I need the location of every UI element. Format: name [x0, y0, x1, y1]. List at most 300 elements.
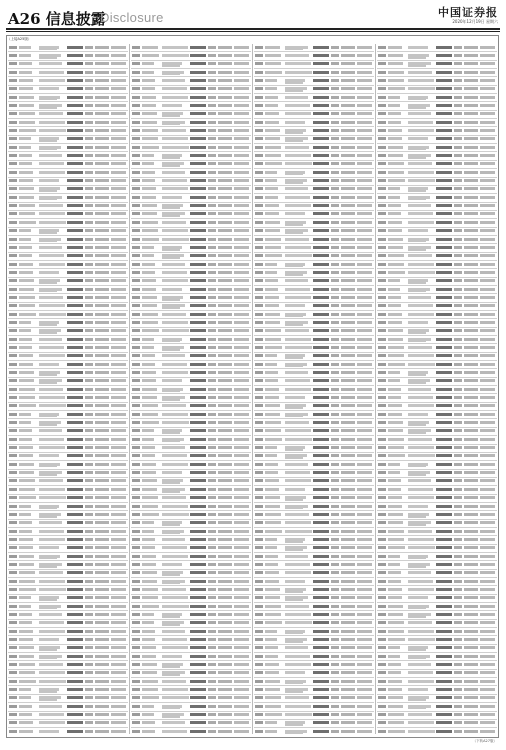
table-cell: [265, 471, 278, 474]
table-cell: [285, 488, 305, 491]
table-row: [8, 127, 128, 135]
table-row: [254, 119, 374, 127]
table-row: [254, 178, 374, 186]
table-cell: [378, 379, 386, 382]
table-cell: [313, 238, 329, 241]
table-cell: [464, 730, 478, 733]
table-cell: [19, 671, 35, 674]
table-cell: [111, 413, 126, 416]
table-cell: [341, 730, 355, 733]
table-cell: [234, 596, 249, 599]
table-cell: [208, 680, 216, 683]
table-row: [131, 478, 251, 486]
table-cell: [39, 324, 57, 326]
table-cell: [132, 137, 140, 140]
table-cell: [19, 513, 31, 516]
table-cell: [464, 363, 478, 366]
table-cell: [313, 563, 329, 566]
table-cell: [234, 313, 249, 316]
table-cell: [454, 505, 462, 508]
table-cell: [388, 646, 400, 649]
table-cell: [234, 496, 249, 499]
table-cell: [408, 488, 433, 491]
table-cell: [388, 705, 403, 708]
table-cell: [208, 663, 216, 666]
table-cell: [357, 396, 372, 399]
table-cell: [378, 313, 386, 316]
table-cell: [408, 107, 426, 109]
table-cell: [208, 238, 216, 241]
table-row: [377, 61, 497, 69]
table-cell: [39, 699, 57, 701]
table-cell: [408, 505, 428, 508]
table-cell: [408, 129, 434, 132]
table-cell: [142, 96, 156, 99]
table-cell: [480, 571, 495, 574]
table-cell: [95, 338, 109, 341]
table-cell: [480, 346, 495, 349]
table-cell: [111, 154, 126, 157]
table-cell: [39, 530, 64, 533]
table-row: [8, 545, 128, 553]
table-cell: [218, 488, 232, 491]
table-cell: [436, 371, 452, 374]
table-row: [254, 445, 374, 453]
table-cell: [39, 332, 57, 334]
table-row: [131, 228, 251, 236]
table-cell: [357, 588, 372, 591]
table-cell: [95, 221, 109, 224]
table-cell: [9, 404, 17, 407]
table-cell: [95, 171, 109, 174]
table-cell: [39, 415, 57, 417]
table-cell: [95, 187, 109, 190]
table-cell: [208, 421, 216, 424]
table-cell: [285, 265, 303, 267]
table-cell: [454, 521, 462, 524]
table-cell: [331, 371, 339, 374]
table-cell: [331, 621, 339, 624]
table-cell: [234, 696, 249, 699]
table-cell: [95, 538, 109, 541]
table-cell: [408, 346, 432, 349]
table-cell: [436, 254, 452, 257]
table-row: [131, 244, 251, 252]
table-cell: [142, 371, 156, 374]
table-row: [254, 411, 374, 419]
table-cell: [19, 546, 33, 549]
table-cell: [265, 563, 278, 566]
table-cell: [255, 313, 263, 316]
table-row: [8, 111, 128, 119]
table-cell: [436, 87, 452, 90]
table-cell: [464, 212, 478, 215]
table-cell: [190, 488, 206, 491]
table-cell: [19, 496, 36, 499]
table-cell: [95, 555, 109, 558]
table-cell: [454, 721, 462, 724]
table-cell: [234, 304, 249, 307]
table-cell: [208, 179, 216, 182]
table-cell: [39, 363, 59, 366]
table-cell: [39, 87, 59, 90]
table-cell: [285, 296, 311, 299]
table-cell: [234, 388, 249, 391]
table-cell: [255, 263, 263, 266]
table-cell: [162, 680, 186, 683]
table-row: [254, 194, 374, 202]
table-cell: [142, 354, 155, 357]
table-cell: [285, 407, 303, 409]
table-cell: [132, 187, 140, 190]
table-cell: [255, 646, 263, 649]
table-cell: [39, 62, 62, 65]
table-cell: [85, 646, 93, 649]
table-cell: [480, 263, 495, 266]
table-cell: [341, 513, 355, 516]
table-cell: [95, 379, 109, 382]
table-cell: [234, 671, 249, 674]
table-cell: [39, 446, 65, 449]
table-cell: [313, 730, 329, 733]
table-cell: [85, 162, 93, 165]
table-cell: [255, 471, 263, 474]
table-cell: [265, 371, 278, 374]
table-cell: [85, 254, 93, 257]
table-cell: [208, 221, 216, 224]
table-cell: [95, 413, 109, 416]
table-cell: [436, 580, 452, 583]
table-row: [254, 278, 374, 286]
table-cell: [142, 129, 158, 132]
table-row: [254, 453, 374, 461]
table-row: [254, 436, 374, 444]
table-cell: [388, 238, 403, 241]
table-cell: [436, 463, 452, 466]
table-cell: [480, 296, 495, 299]
page-title: A26 信息披露: [8, 10, 106, 28]
table-cell: [95, 346, 109, 349]
table-cell: [341, 321, 355, 324]
table-cell: [388, 521, 403, 524]
table-cell: [388, 488, 401, 491]
table-cell: [39, 290, 57, 292]
table-cell: [9, 371, 17, 374]
table-cell: [9, 488, 17, 491]
table-cell: [331, 605, 339, 608]
table-row: [8, 144, 128, 152]
table-cell: [67, 571, 83, 574]
table-cell: [454, 696, 462, 699]
table-cell: [255, 596, 263, 599]
table-cell: [208, 429, 216, 432]
table-cell: [208, 62, 216, 65]
table-cell: [132, 179, 140, 182]
table-row: [377, 253, 497, 261]
table-cell: [341, 421, 355, 424]
table-cell: [67, 379, 83, 382]
table-cell: [162, 207, 180, 209]
table-cell: [408, 404, 434, 407]
table-cell: [218, 238, 232, 241]
table-cell: [436, 363, 452, 366]
table-cell: [39, 71, 64, 74]
table-cell: [234, 713, 249, 716]
table-cell: [436, 705, 452, 708]
table-cell: [454, 179, 462, 182]
table-row: [131, 353, 251, 361]
table-cell: [190, 438, 206, 441]
table-cell: [388, 221, 402, 224]
table-cell: [132, 221, 140, 224]
table-cell: [9, 621, 17, 624]
table-cell: [234, 338, 249, 341]
table-cell: [285, 549, 303, 551]
table-cell: [234, 605, 249, 608]
table-cell: [142, 513, 159, 516]
table-row: [254, 686, 374, 694]
table-cell: [357, 688, 372, 691]
table-cell: [464, 379, 478, 382]
table-cell: [480, 388, 495, 391]
table-cell: [19, 696, 31, 699]
table-row: [8, 86, 128, 94]
header-rule-thin: [6, 31, 500, 32]
table-cell: [255, 538, 263, 541]
table-cell: [95, 388, 109, 391]
table-cell: [234, 571, 249, 574]
table-cell: [388, 663, 401, 666]
table-cell: [454, 580, 462, 583]
table-row: [8, 161, 128, 169]
table-row: [377, 353, 497, 361]
table-cell: [331, 62, 339, 65]
table-row: [254, 311, 374, 319]
table-cell: [142, 563, 156, 566]
table-cell: [255, 421, 263, 424]
table-cell: [464, 479, 478, 482]
table-cell: [357, 388, 372, 391]
table-cell: [67, 429, 83, 432]
table-cell: [378, 646, 386, 649]
table-cell: [357, 363, 372, 366]
table-cell: [265, 338, 281, 341]
table-cell: [67, 730, 83, 733]
table-cell: [255, 605, 263, 608]
table-row: [8, 611, 128, 619]
table-cell: [234, 104, 249, 107]
table-cell: [285, 182, 303, 184]
table-row: [131, 127, 251, 135]
table-cell: [162, 716, 180, 718]
table-cell: [331, 505, 339, 508]
table-row: [131, 511, 251, 519]
table-cell: [480, 187, 495, 190]
table-cell: [208, 454, 216, 457]
table-cell: [142, 404, 158, 407]
table-column: [131, 44, 251, 734]
table-cell: [132, 563, 140, 566]
table-cell: [341, 580, 355, 583]
table-cell: [313, 329, 329, 332]
table-cell: [313, 580, 329, 583]
table-cell: [265, 112, 279, 115]
table-cell: [357, 538, 372, 541]
table-cell: [95, 588, 109, 591]
table-cell: [408, 332, 426, 334]
table-cell: [464, 54, 478, 57]
table-cell: [480, 730, 495, 733]
table-cell: [142, 630, 155, 633]
table-cell: [341, 288, 355, 291]
table-cell: [208, 146, 216, 149]
table-cell: [142, 212, 157, 215]
table-row: [131, 686, 251, 694]
table-row: [377, 453, 497, 461]
table-cell: [313, 621, 329, 624]
table-cell: [132, 62, 140, 65]
table-cell: [341, 521, 355, 524]
table-cell: [454, 112, 462, 115]
table-cell: [85, 655, 93, 658]
table-cell: [39, 129, 66, 132]
table-cell: [132, 396, 140, 399]
table-cell: [331, 446, 339, 449]
table-cell: [341, 396, 355, 399]
table-cell: [67, 555, 83, 558]
table-cell: [357, 187, 372, 190]
table-cell: [85, 605, 93, 608]
table-cell: [162, 263, 185, 266]
table-cell: [313, 104, 329, 107]
table-cell: [331, 346, 339, 349]
table-cell: [111, 721, 126, 724]
table-cell: [218, 671, 232, 674]
table-cell: [436, 571, 452, 574]
table-cell: [67, 371, 83, 374]
table-cell: [142, 555, 156, 558]
table-cell: [388, 421, 403, 424]
table-cell: [39, 429, 62, 432]
table-cell: [378, 146, 386, 149]
table-cell: [255, 329, 263, 332]
table-cell: [313, 663, 329, 666]
table-cell: [208, 313, 216, 316]
table-cell: [331, 546, 339, 549]
table-cell: [85, 112, 93, 115]
table-cell: [480, 371, 495, 374]
table-cell: [265, 463, 278, 466]
table-cell: [234, 46, 249, 49]
table-cell: [408, 282, 426, 284]
table-row: [8, 119, 128, 127]
table-cell: [255, 196, 263, 199]
table-cell: [39, 705, 62, 708]
table-cell: [285, 641, 303, 643]
table-row: [8, 261, 128, 269]
table-cell: [341, 112, 355, 115]
table-cell: [162, 137, 188, 140]
table-row: [131, 445, 251, 453]
table-cell: [378, 96, 386, 99]
table-cell: [255, 146, 263, 149]
table-cell: [142, 171, 155, 174]
table-cell: [142, 271, 155, 274]
table-cell: [313, 555, 329, 558]
table-cell: [388, 87, 405, 90]
table-cell: [408, 396, 433, 399]
table-cell: [111, 204, 126, 207]
table-cell: [408, 179, 435, 182]
table-cell: [218, 530, 232, 533]
table-row: [377, 178, 497, 186]
table-cell: [464, 655, 478, 658]
table-cell: [85, 513, 93, 516]
table-cell: [388, 530, 404, 533]
table-cell: [218, 379, 232, 382]
table-row: [131, 645, 251, 653]
table-cell: [436, 288, 452, 291]
table-cell: [162, 65, 180, 67]
table-cell: [162, 454, 187, 457]
table-cell: [454, 229, 462, 232]
table-cell: [9, 104, 17, 107]
table-cell: [85, 187, 93, 190]
table-cell: [313, 204, 329, 207]
table-cell: [313, 112, 329, 115]
table-row: [8, 536, 128, 544]
table-cell: [285, 655, 310, 658]
table-cell: [436, 446, 452, 449]
table-cell: [255, 187, 263, 190]
table-cell: [378, 179, 386, 182]
table-cell: [436, 162, 452, 165]
table-cell: [408, 516, 426, 518]
table-cell: [313, 296, 329, 299]
table-cell: [313, 596, 329, 599]
table-cell: [265, 596, 280, 599]
table-cell: [111, 179, 126, 182]
table-cell: [255, 321, 263, 324]
table-cell: [454, 488, 462, 491]
table-cell: [162, 221, 186, 224]
table-cell: [341, 530, 355, 533]
table-cell: [39, 730, 59, 733]
table-cell: [480, 379, 495, 382]
table-cell: [39, 488, 65, 491]
table-cell: [218, 221, 232, 224]
table-cell: [436, 713, 452, 716]
table-cell: [285, 246, 311, 249]
table-cell: [454, 429, 462, 432]
table-cell: [67, 713, 83, 716]
table-row: [131, 611, 251, 619]
table-cell: [255, 388, 263, 391]
table-cell: [285, 571, 311, 574]
table-cell: [208, 254, 216, 257]
table-cell: [208, 696, 216, 699]
table-cell: [218, 463, 232, 466]
table-row: [131, 369, 251, 377]
table-cell: [480, 496, 495, 499]
table-cell: [67, 438, 83, 441]
table-cell: [436, 313, 452, 316]
table-row: [131, 44, 251, 52]
table-cell: [313, 313, 329, 316]
table-cell: [190, 288, 206, 291]
table-cell: [162, 321, 188, 324]
table-cell: [357, 463, 372, 466]
